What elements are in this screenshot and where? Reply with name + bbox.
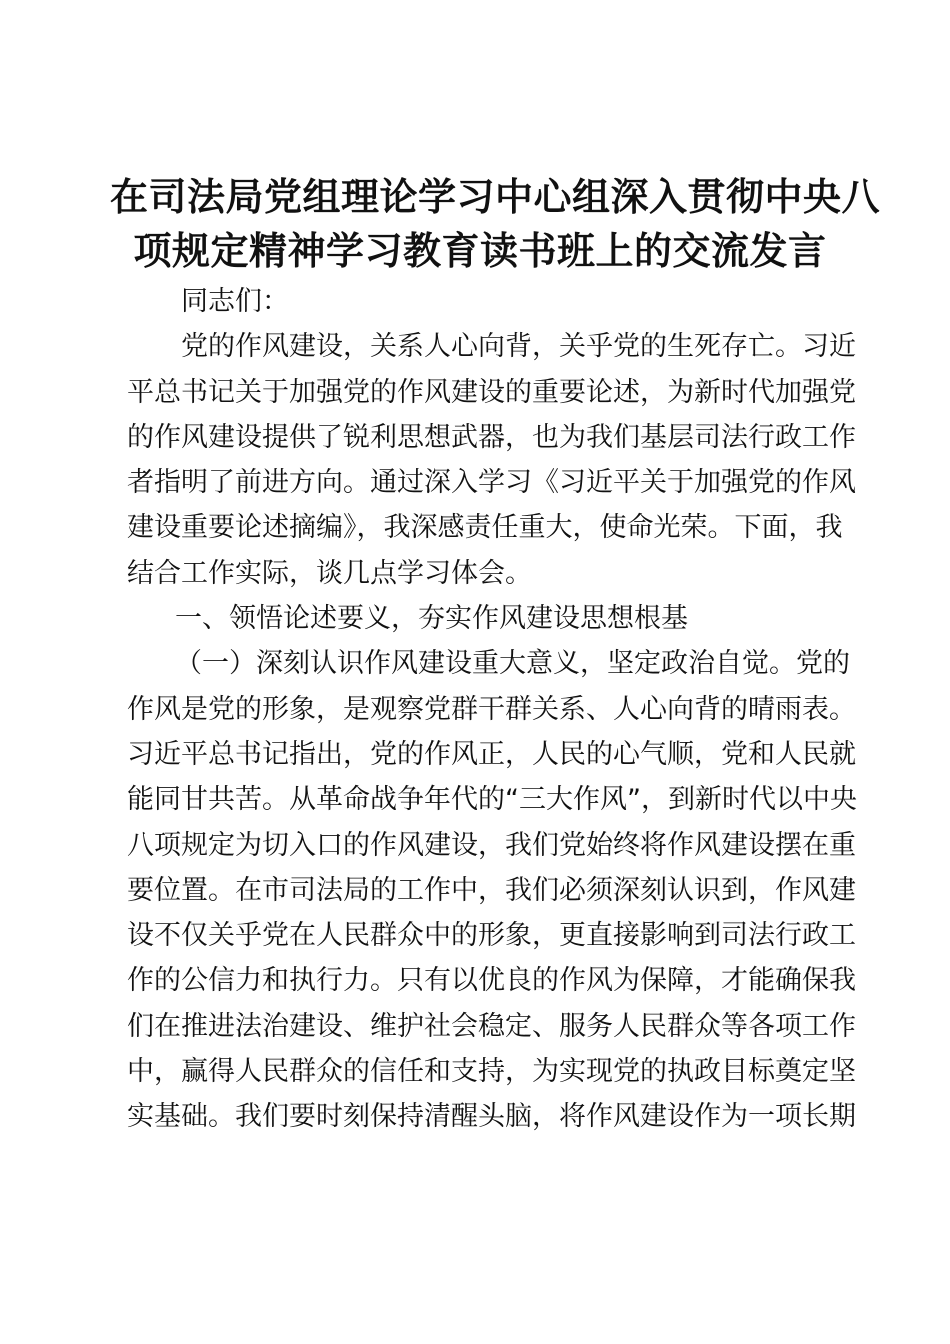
document-title	[110, 170, 881, 278]
paragraph-line: 结合工作实际，谈几点学习体会。	[127, 557, 532, 589]
paragraph-line: 党的作风建设，关系人心向背，关乎党的生死存亡。习近	[181, 331, 856, 363]
paragraph-2	[127, 641, 857, 1139]
paragraph-line: 能同甘共苦。从革命战争年代的“三大作风”，到新时代以中央	[127, 784, 857, 816]
paragraph-line: 要位置。在市司法局的工作中，我们必须深刻认识到，作风建	[127, 874, 856, 906]
paragraph-line: 的作风建设提供了锐利思想武器，也为我们基层司法行政工作	[127, 421, 856, 453]
paragraph-line: 实基础。我们要时刻保持清醒头脑，将作风建设作为一项长期	[127, 1101, 856, 1133]
title-line-2: 项规定精神学习教育读书班上的交流发言	[133, 229, 827, 273]
section-heading: 一、领悟论述要义，夯实作风建设思想根基	[175, 603, 688, 635]
paragraph-line: 作风是党的形象，是观察党群干群关系、人心向背的晴雨表。	[127, 693, 856, 725]
document-body	[127, 279, 857, 1140]
paragraph-line: （一）深刻认识作风建设重大意义，坚定政治自觉。党的	[175, 648, 850, 680]
paragraph-1	[127, 324, 856, 596]
paragraph-line: 者指明了前进方向。通过深入学习《习近平关于加强党的作风	[127, 467, 856, 499]
paragraph-line: 们在推进法治建设、维护社会稳定、服务人民群众等各项工作	[127, 1010, 856, 1042]
title-line-1: 在司法局党组理论学习中心组深入贯彻中央八	[110, 175, 881, 219]
paragraph-line: 中，赢得人民群众的信任和支持，为实现党的执政目标奠定坚	[127, 1056, 856, 1088]
paragraph-line: 作的公信力和执行力。只有以优良的作风为保障，才能确保我	[127, 965, 856, 997]
salutation: 同志们：	[181, 286, 289, 317]
paragraph-line: 八项规定为切入口的作风建设，我们党始终将作风建设摆在重	[127, 829, 856, 861]
paragraph-line: 建设重要论述摘编》，我深感责任重大，使命光荣。下面，我	[127, 512, 843, 544]
paragraph-line: 平总书记关于加强党的作风建设的重要论述，为新时代加强党	[127, 376, 856, 408]
paragraph-line: 习近平总书记指出，党的作风正，人民的心气顺，党和人民就	[127, 738, 856, 770]
paragraph-line: 设不仅关乎党在人民群众中的形象，更直接影响到司法行政工	[127, 920, 856, 952]
